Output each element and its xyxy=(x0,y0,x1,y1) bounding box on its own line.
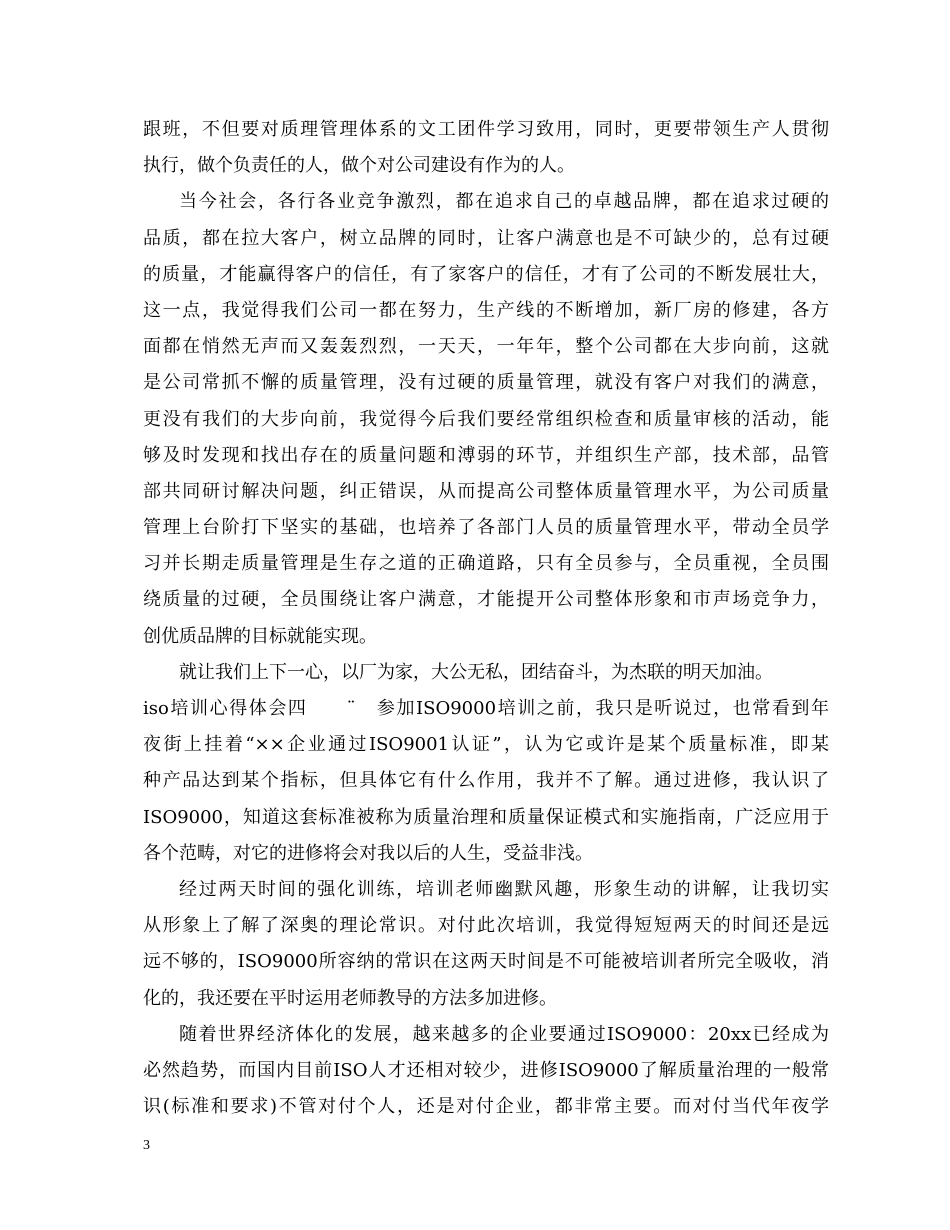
text-line: 的质量，才能赢得客户的信任，有了家客户的信任，才有了公司的不断发展壮大， xyxy=(143,263,829,285)
text-line: 更没有我们的大步向前，我觉得今后我们要经常组织检查和质量审核的活动，能 xyxy=(143,408,829,430)
text-line: ISO9000，知道这套标准被称为质量治理和质量保证模式和实施指南，广泛应用于 xyxy=(143,806,829,828)
text-line: 必然趋势，而国内目前ISO人才还相对较少，进修ISO9000了解质量治理的一般常 xyxy=(143,1059,829,1081)
text-line: 执行，做个负责任的人，做个对公司建设有作为的人。 xyxy=(143,155,575,177)
text-line: 绕质量的过硬，全员围绕让客户满意，才能提开公司整体形象和市声场竞争力， xyxy=(143,589,829,611)
text-line: 夜街上挂着“××企业通过ISO9001认证”，认为它或许是某个质量标准，即某 xyxy=(143,734,829,756)
text-line: 跟班，不但要对质理管理体系的文工团件学习致用，同时，更要带领生产人贯彻 xyxy=(143,119,829,140)
text-line: 就让我们上下一心，以厂为家，大公无私，团结奋斗，为杰联的明天加油。 xyxy=(179,661,773,683)
text-line: 种产品达到某个指标，但具体它有什么作用，我并不了解。通过进修，我认识了 xyxy=(143,770,829,792)
text-line: 识(标准和要求)不管对付个人，还是对付企业，都非常主要。而对付当代年夜学 xyxy=(143,1096,829,1118)
text-line: 从形象上了解了深奥的理论常识。对付此次培训，我觉得短短两天的时间还是远 xyxy=(143,915,829,937)
body-text xyxy=(143,112,829,1125)
text-line: 创优质品牌的目标就能实现。 xyxy=(143,625,377,647)
text-line: 品质，都在拉大客户，树立品牌的同时，让客户满意也是不可缺少的，总有过硬 xyxy=(143,227,829,249)
text-line: 部共同研讨解决问题，纠正错误，从而提高公司整体质量管理水平，为公司质量 xyxy=(143,480,829,502)
text-line: 是公司常抓不懈的质量管理，没有过硬的质量管理，就没有客户对我们的满意， xyxy=(143,372,829,394)
text-line: 随着世界经济体化的发展，越来越多的企业要通过ISO9000：20xx已经成为 xyxy=(179,1023,829,1045)
text-line: 够及时发现和找出存在的质量问题和溥弱的环节，并组织生产部，技术部，品管 xyxy=(143,444,829,466)
text-line: 远不够的，ISO9000所容纳的常识在这两天时间是不可能被培训者所完全吸收，消 xyxy=(143,951,829,973)
text-line: 化的，我还要在平时运用老师教导的方法多加进修。 xyxy=(143,987,557,1009)
page-number: 3 xyxy=(143,1138,150,1153)
text-line: 习并长期走质量管理是生存之道的正确道路，只有全员参与，全员重视，全员围 xyxy=(143,553,829,575)
text-line: 经过两天时间的强化训练，培训老师幽默风趣，形象生动的讲解，让我切实 xyxy=(179,878,829,900)
text-line: 这一点，我觉得我们公司一都在努力，生产线的不断增加，新厂房的修建，各方 xyxy=(143,299,829,321)
text-line: 面都在悄然无声而又轰轰烈烈，一天天，一年年，整个公司都在大步向前，这就 xyxy=(143,336,829,358)
text-line: 管理上台阶打下坚实的基础，也培养了各部门人员的质量管理水平，带动全员学 xyxy=(143,517,829,539)
text-line: 各个范畴，对它的进修将会对我以后的人生，受益非浅。 xyxy=(143,842,593,864)
text-line: iso培训心得体会四 ¨ 参加ISO9000培训之前，我只是听说过，也常看到年 xyxy=(143,698,829,719)
text-line: 当今社会，各行各业竞争激烈，都在追求自己的卓越品牌，都在追求过硬的 xyxy=(179,191,829,213)
